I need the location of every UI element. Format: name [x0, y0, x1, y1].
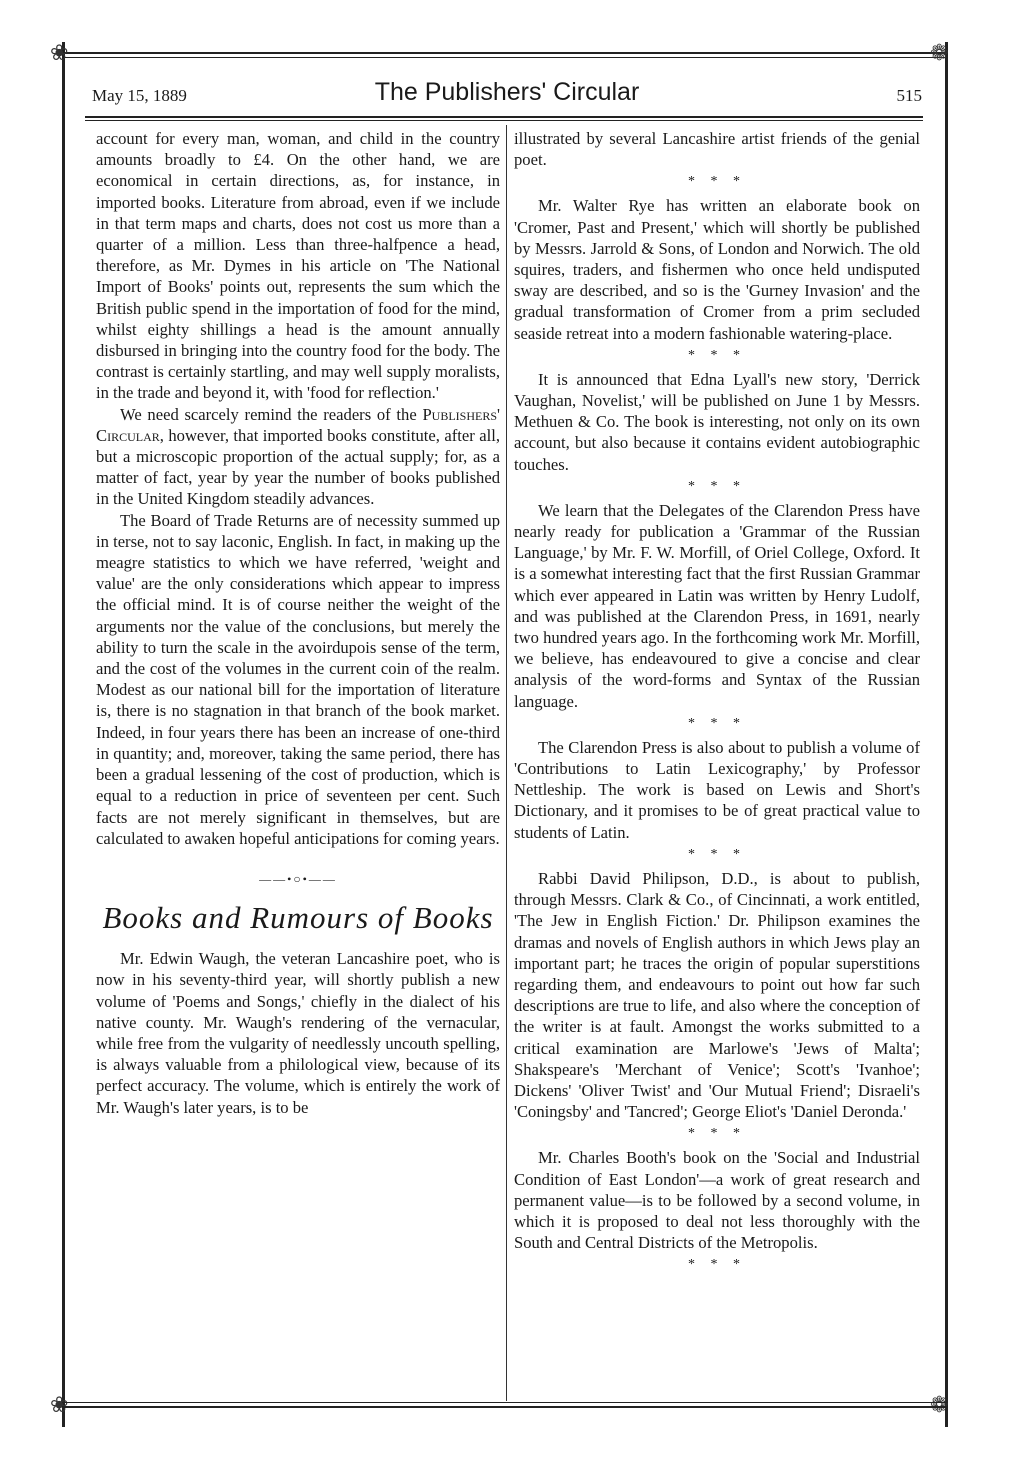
paragraph: account for every man, woman, and child in the country amounts broadly to £4. On the other hand, we are economical in certain directions, as, for instance, in imported books. Literature from abroad, even if we include in that term maps and charts, does not cost us more than a quarter of a million. Less than three-halfpence a head, therefore, as Mr. Dymes in his article on 'The National Import of Books' points out, represents the sum which the British public spend in the importation of food for the mind, whilst eighty shillings a head is the amount annually disbursed in bringing into the country food for the body. The contrast is certainly startling, and may well supply moralists, in the trade and beyond it, with 'food for reflection.': [96, 129, 500, 403]
paragraph: illustrated by several Lancashire artist friends of the genial poet.: [514, 129, 920, 170]
page-number: 515: [896, 86, 922, 105]
left-column: [96, 128, 500, 1118]
paragraph: We learn that the Delegates of the Clarendon Press have nearly ready for publication a 'Grammar of the Russian Language,' by Mr. F. W. Morfill, of Oriel College, Oxford. It is a somewhat interesting fact that the first Russian Grammar which ever appeared in Latin was written by Henry Ludolf, and was published at the Clarendon Press, in 1691, nearly two hundred years ago. In the forthcoming work Mr. Morfill, we believe, has endeavoured to give a concise and clear analysis of the word-forms and Syntax of the Russian language.: [514, 500, 920, 711]
page-header: [92, 78, 922, 110]
asterism: * * *: [688, 1257, 746, 1273]
corner-ornament-icon: ❁: [930, 40, 949, 65]
paragraph: Rabbi David Philipson, D.D., is about to publish, through Messrs. Clark & Co., of Cincinnati, a work entitled, 'The Jew in English Fiction.' Dr. Philipson examines the dramas and novels of English authors in which Jews play an important part; he traces the origin of popular superstitions regarding them, and endeavours to point out how far such descriptions are true to life, and also where the conception of the writer is at fault. Amongst the works submitted to a critical examination are Marlowe's 'Jews of Malta'; Shakspeare's 'Merchant of Venice'; Scott's 'Ivanhoe'; Dickens' 'Oliver Twist' and 'Our Mutual Friend'; Disraeli's 'Coningsby' and 'Tancred'; George Eliot's 'Daniel Deronda.': [514, 868, 920, 1122]
right-column: [514, 128, 920, 1278]
paragraph: Mr. Edwin Waugh, the veteran Lancashire poet, who is now in his seventy-third year, will shortly publish a new volume of 'Poems and Songs,' chiefly in the dialect of his native county. Mr. Waugh's rendering of the vernacular, while free from the vulgarity of needlessly uncouth spelling, is always valuable from a philological view, because of its perfect accuracy. The volume, which is entirely the work of Mr. Waugh's later years, is to be: [96, 949, 500, 1117]
header-rule-thin: [85, 120, 923, 121]
paragraph: We need scarcely remind the readers of the Publishers' Circular, however, that imported books constitute, after all, but a microscopic proportion of the actual supply; for, as a matter of fact, year by year the number of books published in the United Kingdom steadily advances.: [96, 404, 500, 509]
asterism: * * *: [688, 846, 746, 862]
corner-ornament-icon: ❁: [930, 1392, 949, 1417]
asterism: * * *: [688, 1126, 746, 1142]
paragraph: Mr. Walter Rye has written an elaborate book on 'Cromer, Past and Present,' which will shortly be published by Messrs. Jarrold & Sons, of London and Norwich. The old squires, traders, and fishermen who once held undisputed sway are described, and so is the 'Gurney Invasion' and the gradual transformation of Cromer from a prim secluded seaside retreat into a modern fashionable watering-place.: [514, 196, 920, 343]
top-rule-thin: [62, 57, 948, 58]
issue-date: May 15, 1889: [92, 86, 187, 105]
top-rule: [62, 52, 948, 54]
asterism: * * *: [688, 174, 746, 190]
publication-name: Publishers' Circular,: [96, 404, 500, 445]
column-divider: [506, 125, 507, 1401]
paragraph: The Board of Trade Returns are of necessity summed up in terse, not to say laconic, English. In fact, in making up the meagre statistics to which we have referred, 'weight and value' are the only considerations which appear to impress the official mind. It is of course neither the weight of the arguments nor the value of the conclusions, but merely the ability to turn the scale in the avoirdupois sense of the term, and the cost of the volumes in the current coin of the realm. Modest as our national bill for the importation of literature is, there is no stagnation in that branch of the book market. Indeed, in four years there has been an increase of one-third in quantity; and, moreover, taking the same period, there has been a gradual lessening of the cost of production, which is equal to a reduction in price of seventeen per cent. Such facts are not merely significant in themselves, but are calculated to awaken hopeful anticipations for coming years.: [96, 510, 500, 848]
section-title: Books and Rumours of Books: [102, 900, 494, 936]
corner-ornament-icon: ❀: [50, 40, 69, 65]
corner-ornament-icon: ❀: [50, 1392, 69, 1417]
bottom-rule: [62, 1406, 948, 1408]
bottom-rule-thin: [62, 1402, 948, 1403]
header-rule: [85, 116, 923, 118]
paragraph: It is announced that Edna Lyall's new story, 'Derrick Vaughan, Novelist,' will be published on June 1 by Messrs. Methuen & Co. The book is interesting, not only on its own account, but also because it contains evident autobiographic touches.: [514, 369, 920, 474]
asterism: * * *: [688, 347, 746, 363]
section-separator: ——•○•——: [259, 871, 337, 886]
publication-title: The Publishers' Circular: [374, 78, 640, 106]
paragraph: The Clarendon Press is also about to publish a volume of 'Contributions to Latin Lexicography,' by Professor Nettleship. The work is based on Lewis and Short's Dictionary, and it promises to be of great practical value to students of Latin.: [514, 737, 920, 842]
paragraph: Mr. Charles Booth's book on the 'Social and Industrial Condition of East London'—a work of great research and permanent value—is to be followed by a second volume, in which it is proposed to deal not less thoroughly with the South and Central Districts of the Metropolis.: [514, 1148, 920, 1253]
asterism: * * *: [688, 478, 746, 494]
asterism: * * *: [688, 715, 746, 731]
